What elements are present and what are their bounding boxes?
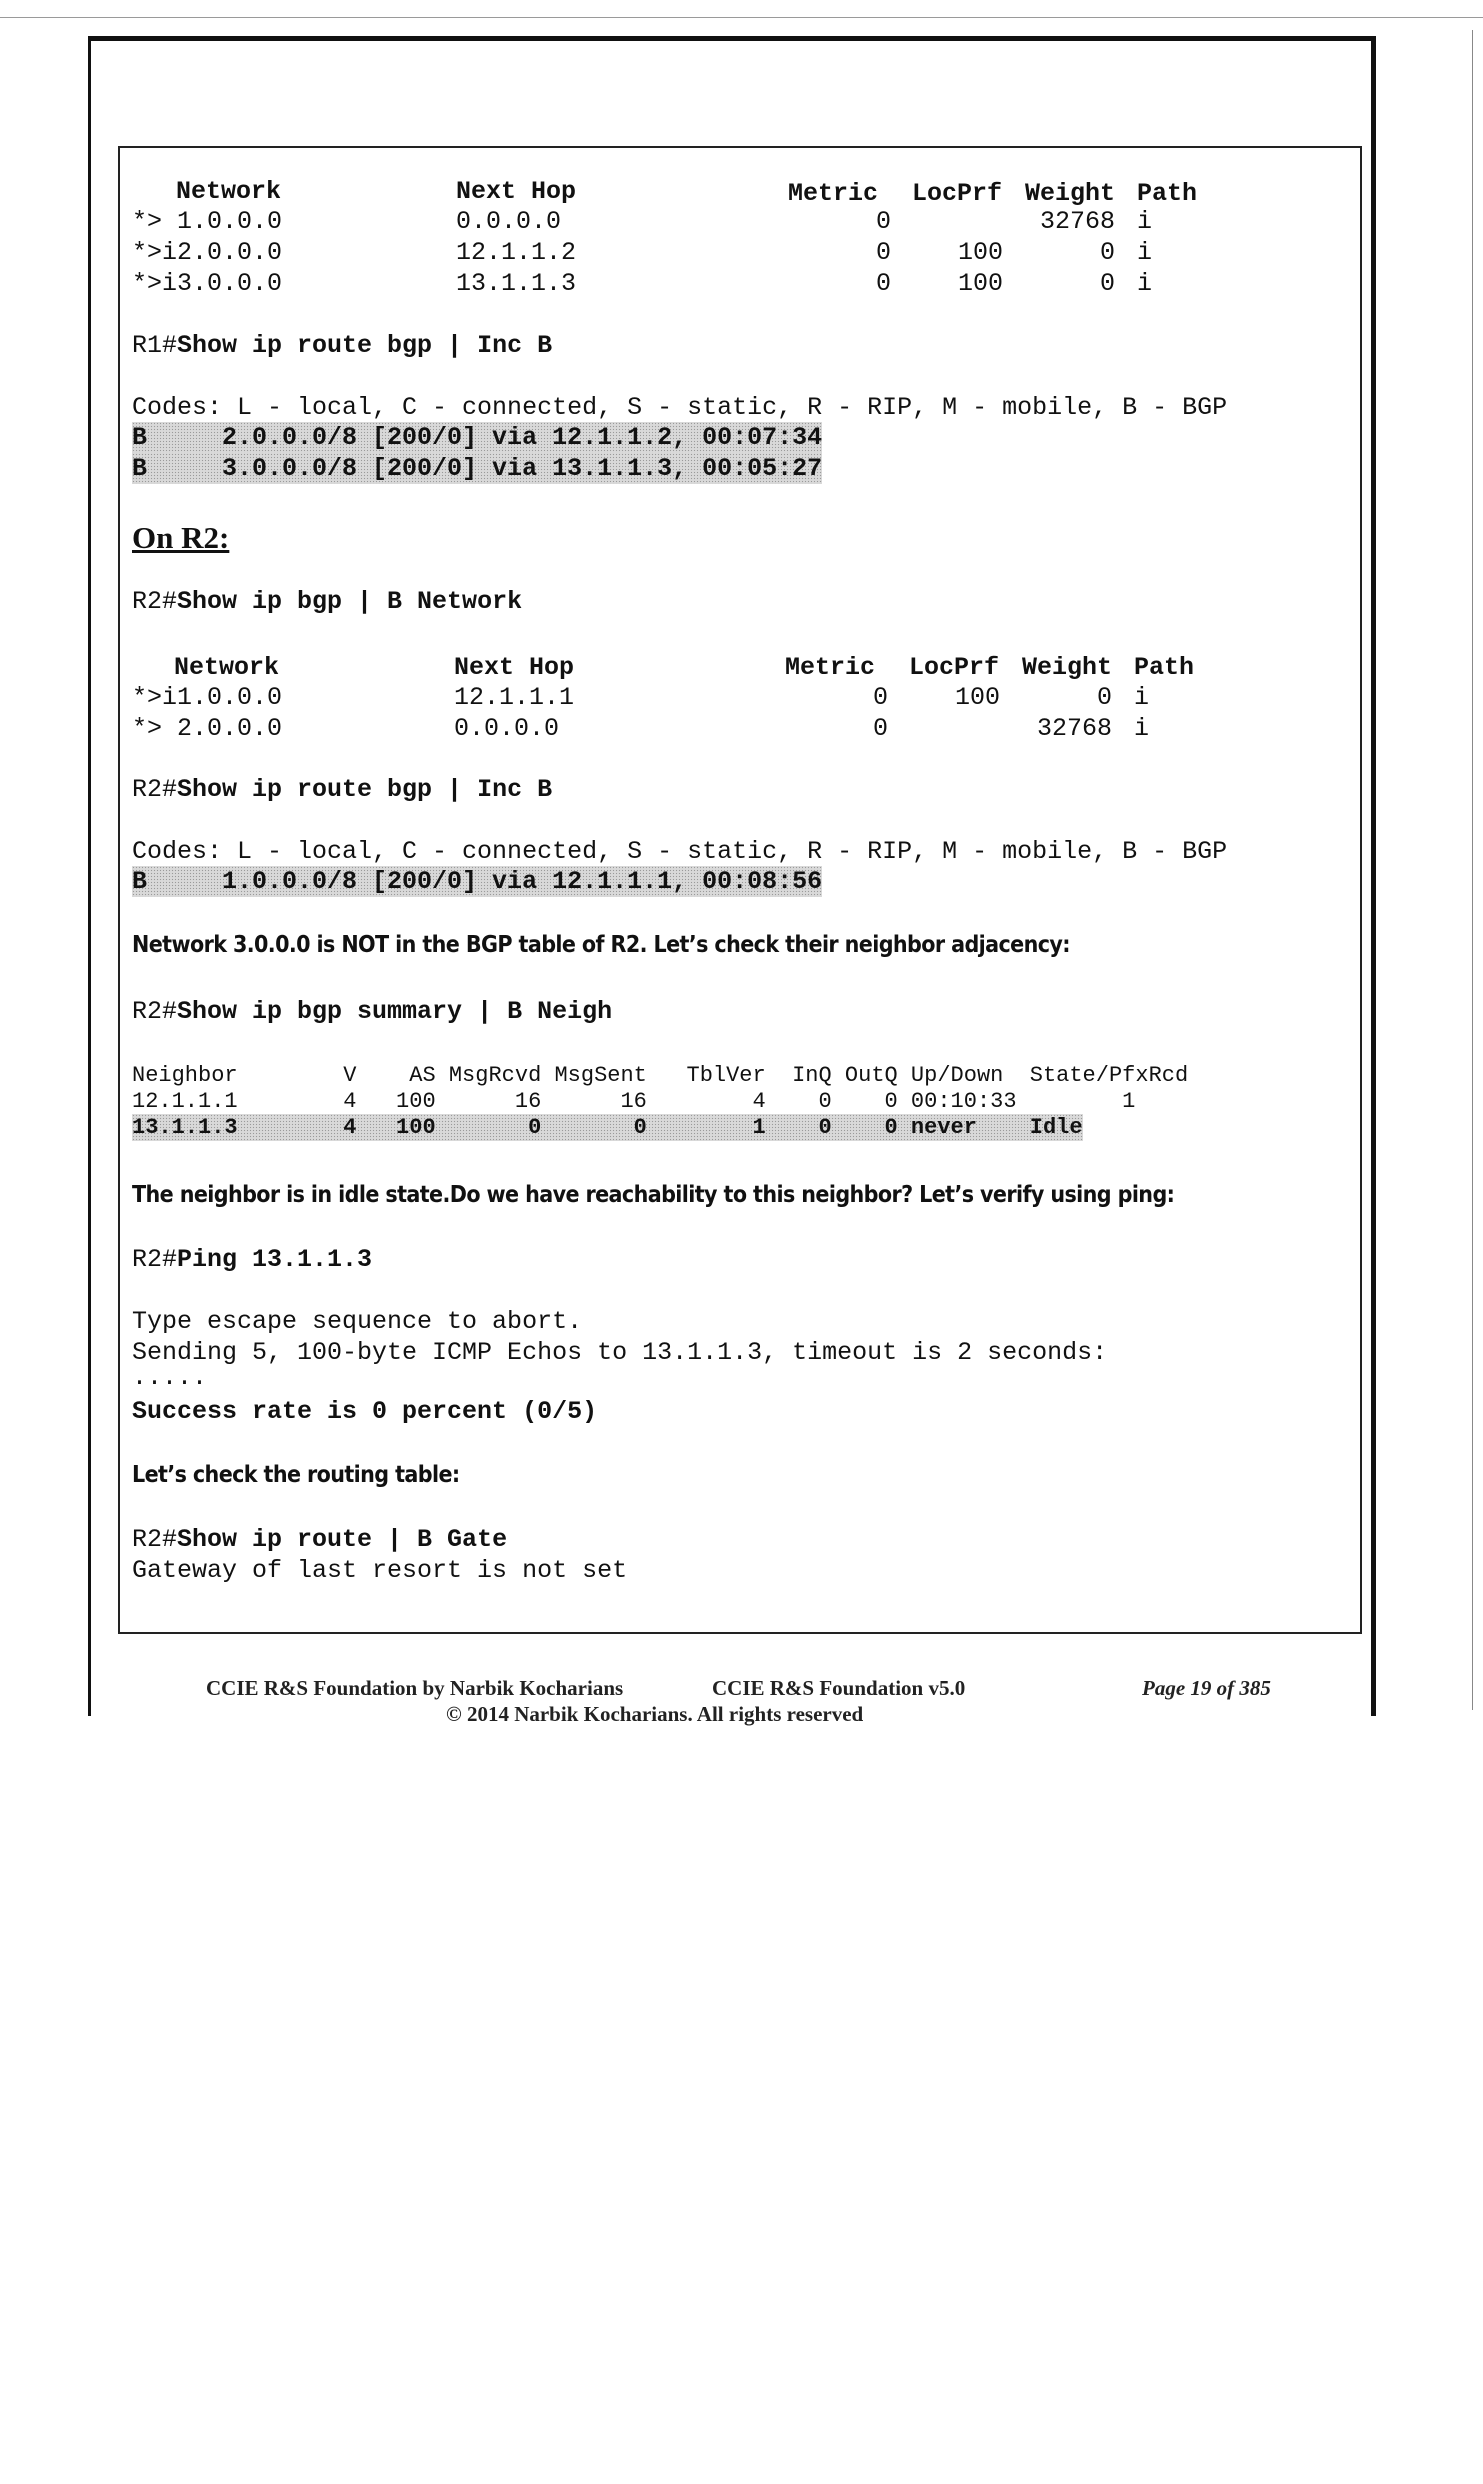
row-network: 3.0.0.0 bbox=[177, 269, 283, 298]
col-header-next-hop: Next Hop bbox=[456, 177, 577, 206]
row-metric: 0 bbox=[876, 238, 892, 267]
footer-copyright: © 2014 Narbik Kocharians. All rights reserved bbox=[446, 1702, 864, 1726]
row-network: 1.0.0.0 bbox=[177, 683, 283, 712]
ping-output-line: Sending 5, 100-byte ICMP Echos to 13.1.1.3, timeout is 2 seconds: bbox=[132, 1338, 1108, 1367]
cli-prompt: R2# bbox=[132, 1525, 178, 1554]
row-locprf: 100 bbox=[958, 238, 1004, 267]
row-metric: 0 bbox=[873, 714, 889, 743]
r1-route-codes: Codes: L - local, C - connected, S - static, R - RIP, M - mobile, B - BGP bbox=[132, 393, 1228, 422]
col-header-network: Network bbox=[174, 653, 280, 682]
cli-command: Show ip route bgp | Inc B bbox=[177, 775, 553, 804]
r2-route-entry: B 1.0.0.0/8 [200/0] via 12.1.1.1, 00:08:56 bbox=[132, 867, 823, 896]
section-heading-r2: On R2: bbox=[132, 520, 230, 555]
row-path: i bbox=[1134, 683, 1150, 712]
row-next-hop: 0.0.0.0 bbox=[454, 714, 560, 743]
col-header-weight: Weight bbox=[1022, 653, 1113, 682]
cli-prompt: R1# bbox=[132, 331, 178, 360]
row-path: i bbox=[1137, 269, 1153, 298]
footer-page-number: Page 19 of 385 bbox=[1142, 1676, 1271, 1700]
r2-ping-command bbox=[132, 1244, 372, 1275]
col-header-metric: Metric bbox=[785, 653, 876, 682]
row-next-hop: 13.1.1.3 bbox=[456, 269, 577, 298]
row-weight: 0 bbox=[1097, 683, 1113, 712]
ping-output-line: Type escape sequence to abort. bbox=[132, 1307, 583, 1336]
cli-prompt: R2# bbox=[132, 587, 178, 616]
table-row-highlighted: 13.1.1.3 4 100 0 0 1 0 0 never Idle bbox=[132, 1115, 1083, 1140]
row-status: *> bbox=[132, 714, 178, 743]
row-locprf: 100 bbox=[958, 269, 1004, 298]
col-header-locprf: LocPrf bbox=[909, 653, 1000, 682]
footer-author: CCIE R&S Foundation by Narbik Kocharians bbox=[206, 1676, 624, 1700]
r1-route-command bbox=[132, 330, 552, 361]
row-status: *> bbox=[132, 207, 178, 236]
row-weight: 0 bbox=[1100, 238, 1116, 267]
row-network: 2.0.0.0 bbox=[177, 238, 283, 267]
table-row: 12.1.1.1 4 100 16 16 4 0 0 00:10:33 1 bbox=[132, 1089, 1136, 1114]
gate-output: Gateway of last resort is not set bbox=[132, 1556, 628, 1585]
col-header-next-hop: Next Hop bbox=[454, 653, 575, 682]
row-path: i bbox=[1137, 207, 1153, 236]
r2-route-command bbox=[132, 774, 552, 805]
code-content-box bbox=[118, 146, 1362, 1634]
ping-output-dots: ..... bbox=[132, 1363, 208, 1392]
row-network: 2.0.0.0 bbox=[177, 714, 283, 743]
row-path: i bbox=[1134, 714, 1150, 743]
cli-prompt: R2# bbox=[132, 1245, 178, 1274]
cli-command: Show ip bgp | B Network bbox=[177, 587, 523, 616]
row-metric: 0 bbox=[876, 269, 892, 298]
cli-command: Ping 13.1.1.3 bbox=[177, 1245, 373, 1274]
cli-command: Show ip route bgp | Inc B bbox=[177, 331, 553, 360]
col-header-locprf: LocPrf bbox=[912, 179, 1003, 208]
cli-command: Show ip route | B Gate bbox=[177, 1525, 508, 1554]
row-weight: 0 bbox=[1100, 269, 1116, 298]
col-header-weight: Weight bbox=[1025, 179, 1116, 208]
explanation-text: Let’s check the routing table: bbox=[132, 1462, 460, 1488]
summary-header: Neighbor V AS MsgRcvd MsgSent TblVer InQ OutQ Up/Down State/PfxRcd bbox=[132, 1063, 1189, 1088]
footer-title: CCIE R&S Foundation v5.0 bbox=[712, 1676, 966, 1700]
row-path: i bbox=[1137, 238, 1153, 267]
cli-prompt: R2# bbox=[132, 775, 178, 804]
row-network: 1.0.0.0 bbox=[177, 207, 283, 236]
r2-bgp-command bbox=[132, 586, 522, 617]
row-weight: 32768 bbox=[1037, 714, 1113, 743]
r2-gate-command bbox=[132, 1524, 507, 1555]
r1-route-entry: B 3.0.0.0/8 [200/0] via 13.1.1.3, 00:05:27 bbox=[132, 454, 823, 483]
scan-artifact-top-line bbox=[0, 17, 1483, 18]
cli-prompt: R2# bbox=[132, 997, 178, 1026]
row-metric: 0 bbox=[876, 207, 892, 236]
scan-artifact-right-edge bbox=[1472, 30, 1473, 1710]
col-header-network: Network bbox=[176, 177, 282, 206]
r2-bgp-summary-command bbox=[132, 996, 612, 1027]
col-header-metric: Metric bbox=[788, 179, 879, 208]
row-weight: 32768 bbox=[1040, 207, 1116, 236]
cli-command: Show ip bgp summary | B Neigh bbox=[177, 997, 613, 1026]
row-next-hop: 12.1.1.2 bbox=[456, 238, 577, 267]
col-header-path: Path bbox=[1134, 653, 1195, 682]
row-locprf: 100 bbox=[955, 683, 1001, 712]
row-status: *>i bbox=[132, 683, 178, 712]
row-next-hop: 12.1.1.1 bbox=[454, 683, 575, 712]
r1-route-entry: B 2.0.0.0/8 [200/0] via 12.1.1.2, 00:07:34 bbox=[132, 423, 823, 452]
row-next-hop: 0.0.0.0 bbox=[456, 207, 562, 236]
explanation-text: Network 3.0.0.0 is NOT in the BGP table of R2. Let’s check their neighbor adjacency: bbox=[132, 932, 1070, 958]
r2-route-codes: Codes: L - local, C - connected, S - static, R - RIP, M - mobile, B - BGP bbox=[132, 837, 1228, 866]
row-status: *>i bbox=[132, 238, 178, 267]
row-status: *>i bbox=[132, 269, 178, 298]
row-metric: 0 bbox=[873, 683, 889, 712]
ping-result: Success rate is 0 percent (0/5) bbox=[132, 1397, 598, 1426]
explanation-text: The neighbor is in idle state.Do we have reachability to this neighbor? Let’s verify using ping: bbox=[132, 1182, 1175, 1208]
col-header-path: Path bbox=[1137, 179, 1198, 208]
